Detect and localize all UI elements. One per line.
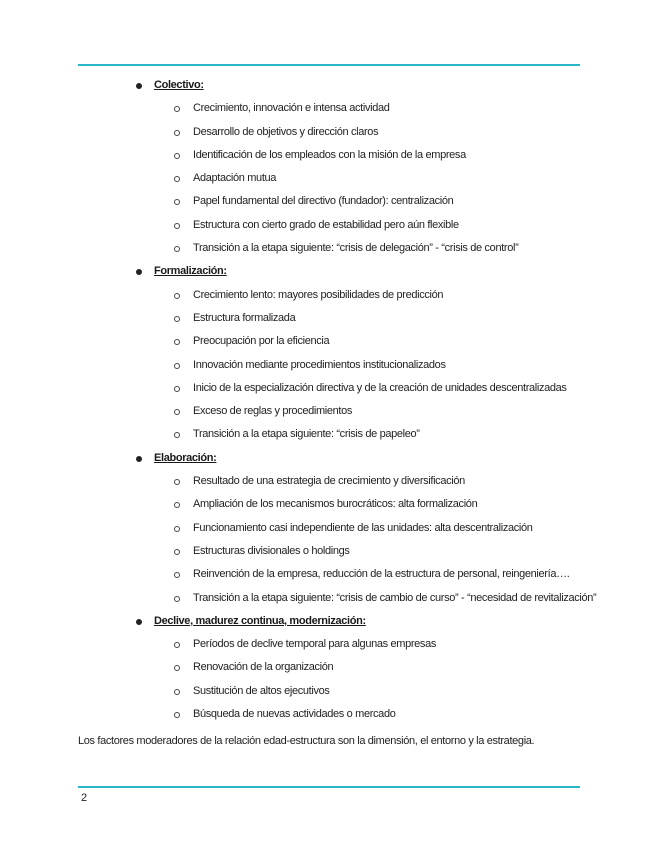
list-item: Sustitución de altos ejecutivos [193,680,580,703]
section-heading: Elaboración: [154,451,217,464]
stage-section [78,74,580,260]
stage-section [78,610,580,726]
disc-bullet-icon [136,619,142,625]
circle-bullet-icon [174,176,180,182]
list-item: Funcionamiento casi independiente de las unidades: alta descentralización [193,517,580,540]
section-heading: Formalización: [154,265,227,278]
list-item: Crecimiento lento: mayores posibilidades de predicción [193,284,580,307]
header-rule [78,64,580,66]
circle-bullet-icon [174,223,180,229]
circle-bullet-icon [174,479,180,485]
section-items [154,633,580,726]
circle-bullet-icon [174,642,180,648]
list-item: Adaptación mutua [193,167,580,190]
section-items [154,97,580,260]
disc-bullet-icon [136,456,142,462]
list-item: Exceso de reglas y procedimientos [193,400,580,423]
footer-rule [78,786,580,788]
list-item: Reinvención de la empresa, reducción de la estructura de personal, reingeniería…. [193,563,580,586]
circle-bullet-icon [174,526,180,532]
circle-bullet-icon [174,293,180,299]
circle-bullet-icon [174,572,180,578]
list-item: Identificación de los empleados con la misión de la empresa [193,144,580,167]
circle-bullet-icon [174,689,180,695]
list-item: Inicio de la especialización directiva y de la creación de unidades descentralizadas [193,377,580,400]
list-item: Estructuras divisionales o holdings [193,540,580,563]
circle-bullet-icon [174,549,180,555]
list-item: Períodos de declive temporal para algunas empresas [193,633,580,656]
list-item: Innovación mediante procedimientos institucionalizados [193,354,580,377]
stage-list [78,74,597,726]
section-heading: Declive, madurez continua, modernización: [154,614,366,627]
circle-bullet-icon [174,339,180,345]
list-item: Búsqueda de nuevas actividades o mercado [193,703,580,726]
disc-bullet-icon [136,269,142,275]
circle-bullet-icon [174,665,180,671]
circle-bullet-icon [174,246,180,252]
circle-bullet-icon [174,596,180,602]
circle-bullet-icon [174,409,180,415]
circle-bullet-icon [174,130,180,136]
list-item: Desarrollo de objetivos y dirección claros [193,121,580,144]
closing-paragraph: Los factores moderadores de la relación edad-estructura son la dimensión, el entorno y la estrategia. [78,735,535,747]
list-item: Crecimiento, innovación e intensa actividad [193,97,580,120]
section-items [154,284,580,447]
circle-bullet-icon [174,502,180,508]
disc-bullet-icon [136,83,142,89]
circle-bullet-icon [174,432,180,438]
list-item: Transición a la etapa siguiente: “crisis de cambio de curso” - “necesidad de revitalización” [193,587,580,610]
list-item: Resultado de una estrategia de crecimiento y diversificación [193,470,580,493]
document-body [78,74,597,726]
circle-bullet-icon [174,199,180,205]
list-item: Preocupación por la eficiencia [193,330,580,353]
stage-section [78,260,580,446]
circle-bullet-icon [174,316,180,322]
stage-section [78,447,597,610]
list-item: Ampliación de los mecanismos burocráticos: alta formalización [193,493,580,516]
circle-bullet-icon [174,106,180,112]
circle-bullet-icon [174,153,180,159]
list-item: Papel fundamental del directivo (fundador): centralización [193,190,580,213]
circle-bullet-icon [174,386,180,392]
list-item: Estructura con cierto grado de estabilidad pero aún flexible [193,214,580,237]
circle-bullet-icon [174,712,180,718]
list-item: Transición a la etapa siguiente: “crisis de delegación” - “crisis de control” [193,237,580,260]
circle-bullet-icon [174,363,180,369]
section-items [154,470,597,610]
list-item: Transición a la etapa siguiente: “crisis de papeleo” [193,423,580,446]
list-item: Renovación de la organización [193,656,580,679]
page-number: 2 [81,792,88,804]
section-heading: Colectivo: [154,79,204,91]
list-item: Estructura formalizada [193,307,580,330]
